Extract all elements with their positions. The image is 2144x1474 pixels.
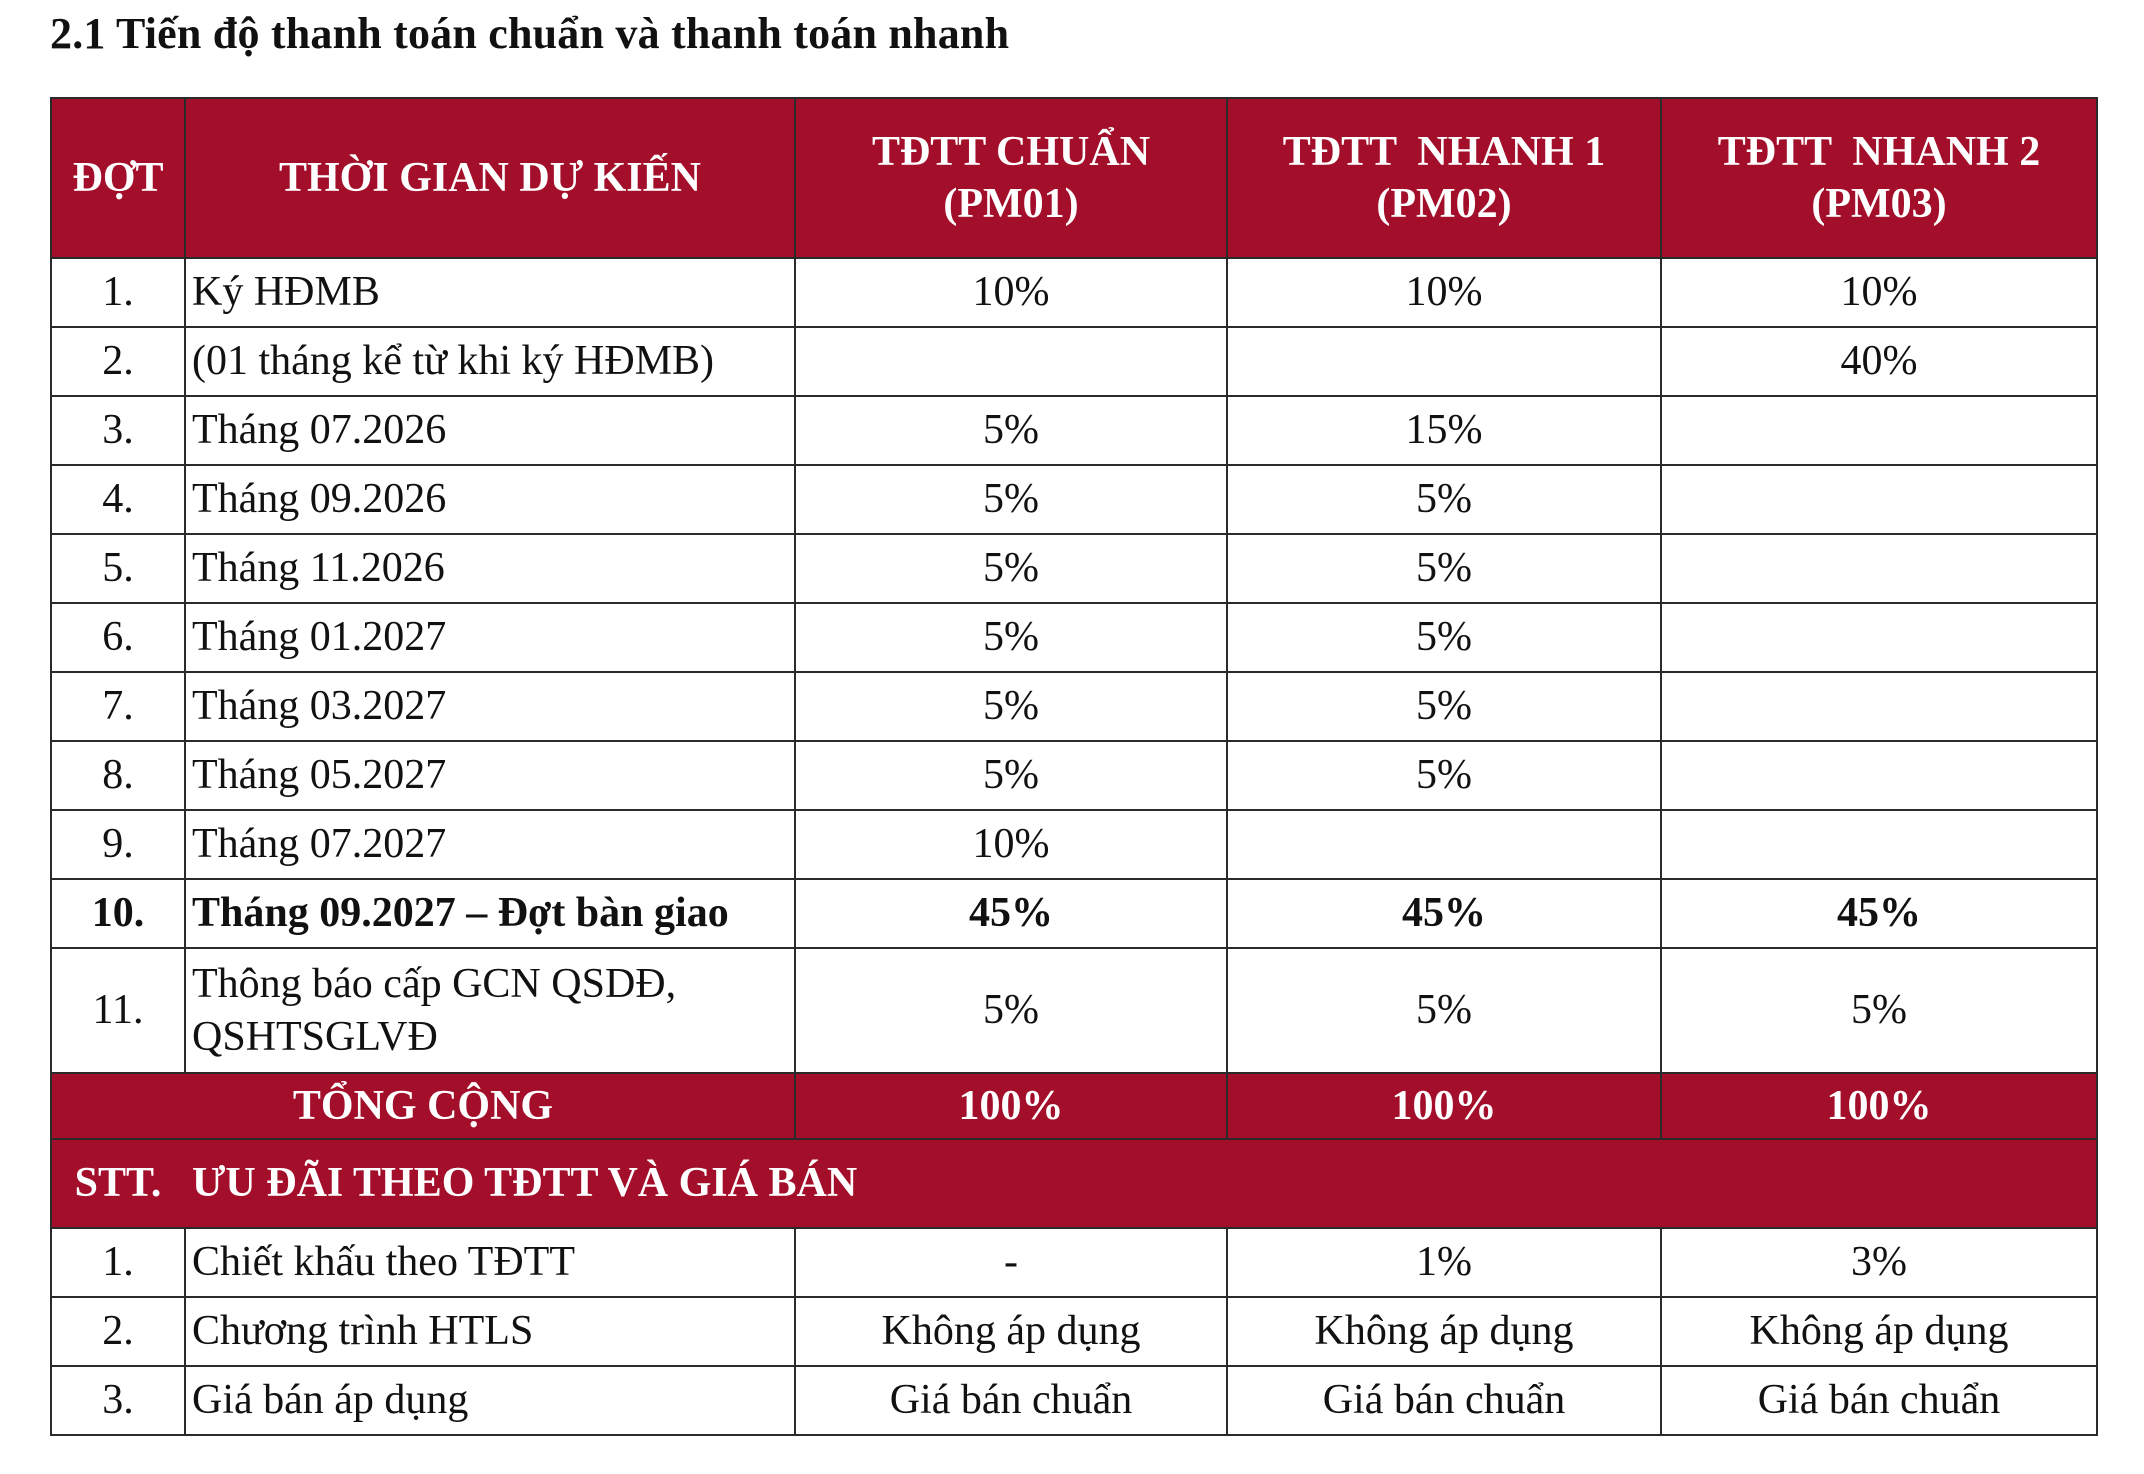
row-pm03: [1661, 603, 2097, 672]
row-time: (01 tháng kể từ khi ký HĐMB): [185, 327, 795, 396]
incentive-number: 1.: [51, 1228, 185, 1297]
row-pm02: [1227, 327, 1661, 396]
incentives-title: ƯU ĐÃI THEO TĐTT VÀ GIÁ BÁN: [185, 1139, 2097, 1228]
incentives-stt-header: STT.: [51, 1139, 185, 1228]
row-pm03: [1661, 465, 2097, 534]
row-number: 3.: [51, 396, 185, 465]
incentive-row: [51, 1366, 2097, 1435]
row-number: 6.: [51, 603, 185, 672]
header-pm03-line2: (PM03): [1811, 181, 1947, 227]
header-time: THỜI GIAN DỰ KIẾN: [185, 98, 795, 258]
row-time: [185, 948, 795, 1073]
row-number: 10.: [51, 879, 185, 948]
row-time: Tháng 09.2027 – Đợt bàn giao: [185, 879, 795, 948]
row-time: Tháng 11.2026: [185, 534, 795, 603]
row-pm01: 5%: [795, 465, 1227, 534]
table-row: [51, 948, 2097, 1073]
incentive-pm02: 1%: [1227, 1228, 1661, 1297]
row-pm02: 5%: [1227, 741, 1661, 810]
total-pm03: 100%: [1661, 1073, 2097, 1139]
header-pm01-line1: TĐTT CHUẨN: [871, 128, 1151, 175]
incentive-pm01: Không áp dụng: [795, 1297, 1227, 1366]
row-pm02: 5%: [1227, 534, 1661, 603]
row-time: Tháng 07.2026: [185, 396, 795, 465]
incentive-label: Giá bán áp dụng: [185, 1366, 795, 1435]
row-time: Tháng 07.2027: [185, 810, 795, 879]
incentive-row: [51, 1228, 2097, 1297]
row-time-line2: QSHTSGLVĐ: [192, 1013, 438, 1060]
table-row: [51, 396, 2097, 465]
total-label: TỔNG CỘNG: [51, 1073, 795, 1139]
row-pm02: [1227, 810, 1661, 879]
row-pm01: 5%: [795, 948, 1227, 1073]
row-time: Tháng 09.2026: [185, 465, 795, 534]
header-pm01-line2: (PM01): [943, 181, 1079, 227]
total-pm02: 100%: [1227, 1073, 1661, 1139]
row-number: 8.: [51, 741, 185, 810]
row-number: 2.: [51, 327, 185, 396]
row-pm01: 10%: [795, 810, 1227, 879]
row-number: 5.: [51, 534, 185, 603]
row-pm03: [1661, 534, 2097, 603]
incentive-pm01: -: [795, 1228, 1227, 1297]
incentive-label: Chương trình HTLS: [185, 1297, 795, 1366]
header-dot: ĐỢT: [51, 98, 185, 258]
table-row: [51, 327, 2097, 396]
table-row: [51, 603, 2097, 672]
incentive-pm02: Không áp dụng: [1227, 1297, 1661, 1366]
row-pm01: 45%: [795, 879, 1227, 948]
incentive-pm03: Không áp dụng: [1661, 1297, 2097, 1366]
header-pm02-line1: TĐTT NHANH 1: [1282, 128, 1606, 175]
row-time-line1: Thông báo cấp GCN QSDĐ,: [192, 961, 677, 1007]
incentive-label: Chiết khấu theo TĐTT: [185, 1228, 795, 1297]
row-pm03: 45%: [1661, 879, 2097, 948]
row-pm02: 45%: [1227, 879, 1661, 948]
row-pm03: [1661, 672, 2097, 741]
total-row: [51, 1073, 2097, 1139]
incentive-number: 2.: [51, 1297, 185, 1366]
total-pm01: 100%: [795, 1073, 1227, 1139]
row-number: 11.: [51, 948, 185, 1073]
header-pm03-line1: TĐTT NHANH 2: [1717, 128, 2041, 175]
table-row: [51, 465, 2097, 534]
row-number: 7.: [51, 672, 185, 741]
row-time: Tháng 01.2027: [185, 603, 795, 672]
incentive-number: 3.: [51, 1366, 185, 1435]
table-row: [51, 672, 2097, 741]
row-pm03: 5%: [1661, 948, 2097, 1073]
table-header-row: [51, 98, 2097, 258]
row-pm01: 5%: [795, 534, 1227, 603]
section-title: 2.1 Tiến độ thanh toán chuẩn và thanh toán nhanh: [50, 9, 1010, 58]
row-pm01: 10%: [795, 258, 1227, 327]
incentives-header-row: [51, 1139, 2097, 1228]
header-pm02-line2: (PM02): [1376, 181, 1512, 227]
row-time: Tháng 03.2027: [185, 672, 795, 741]
incentive-pm03: Giá bán chuẩn: [1661, 1366, 2097, 1435]
table-row: [51, 258, 2097, 327]
row-pm03: [1661, 396, 2097, 465]
row-pm03: [1661, 810, 2097, 879]
row-pm03: 40%: [1661, 327, 2097, 396]
row-pm02: 5%: [1227, 465, 1661, 534]
row-pm01: 5%: [795, 672, 1227, 741]
row-pm01: [795, 327, 1227, 396]
table-row: [51, 534, 2097, 603]
header-pm02: [1227, 98, 1661, 258]
row-pm02: 5%: [1227, 672, 1661, 741]
payment-schedule-table: [50, 97, 2098, 1436]
row-number: 9.: [51, 810, 185, 879]
table-row: [51, 810, 2097, 879]
row-time: Tháng 05.2027: [185, 741, 795, 810]
incentive-pm02: Giá bán chuẩn: [1227, 1366, 1661, 1435]
row-pm01: 5%: [795, 741, 1227, 810]
incentive-pm01: Giá bán chuẩn: [795, 1366, 1227, 1435]
row-pm01: 5%: [795, 396, 1227, 465]
row-number: 4.: [51, 465, 185, 534]
header-pm03: [1661, 98, 2097, 258]
row-pm02: 15%: [1227, 396, 1661, 465]
row-pm02: 5%: [1227, 603, 1661, 672]
row-pm03: 10%: [1661, 258, 2097, 327]
incentive-row: [51, 1297, 2097, 1366]
table-row-handover: [51, 879, 2097, 948]
row-pm01: 5%: [795, 603, 1227, 672]
row-number: 1.: [51, 258, 185, 327]
table-row: [51, 741, 2097, 810]
incentive-pm03: 3%: [1661, 1228, 2097, 1297]
row-pm03: [1661, 741, 2097, 810]
row-pm02: 10%: [1227, 258, 1661, 327]
row-time: Ký HĐMB: [185, 258, 795, 327]
header-pm01: [795, 98, 1227, 258]
row-pm02: 5%: [1227, 948, 1661, 1073]
